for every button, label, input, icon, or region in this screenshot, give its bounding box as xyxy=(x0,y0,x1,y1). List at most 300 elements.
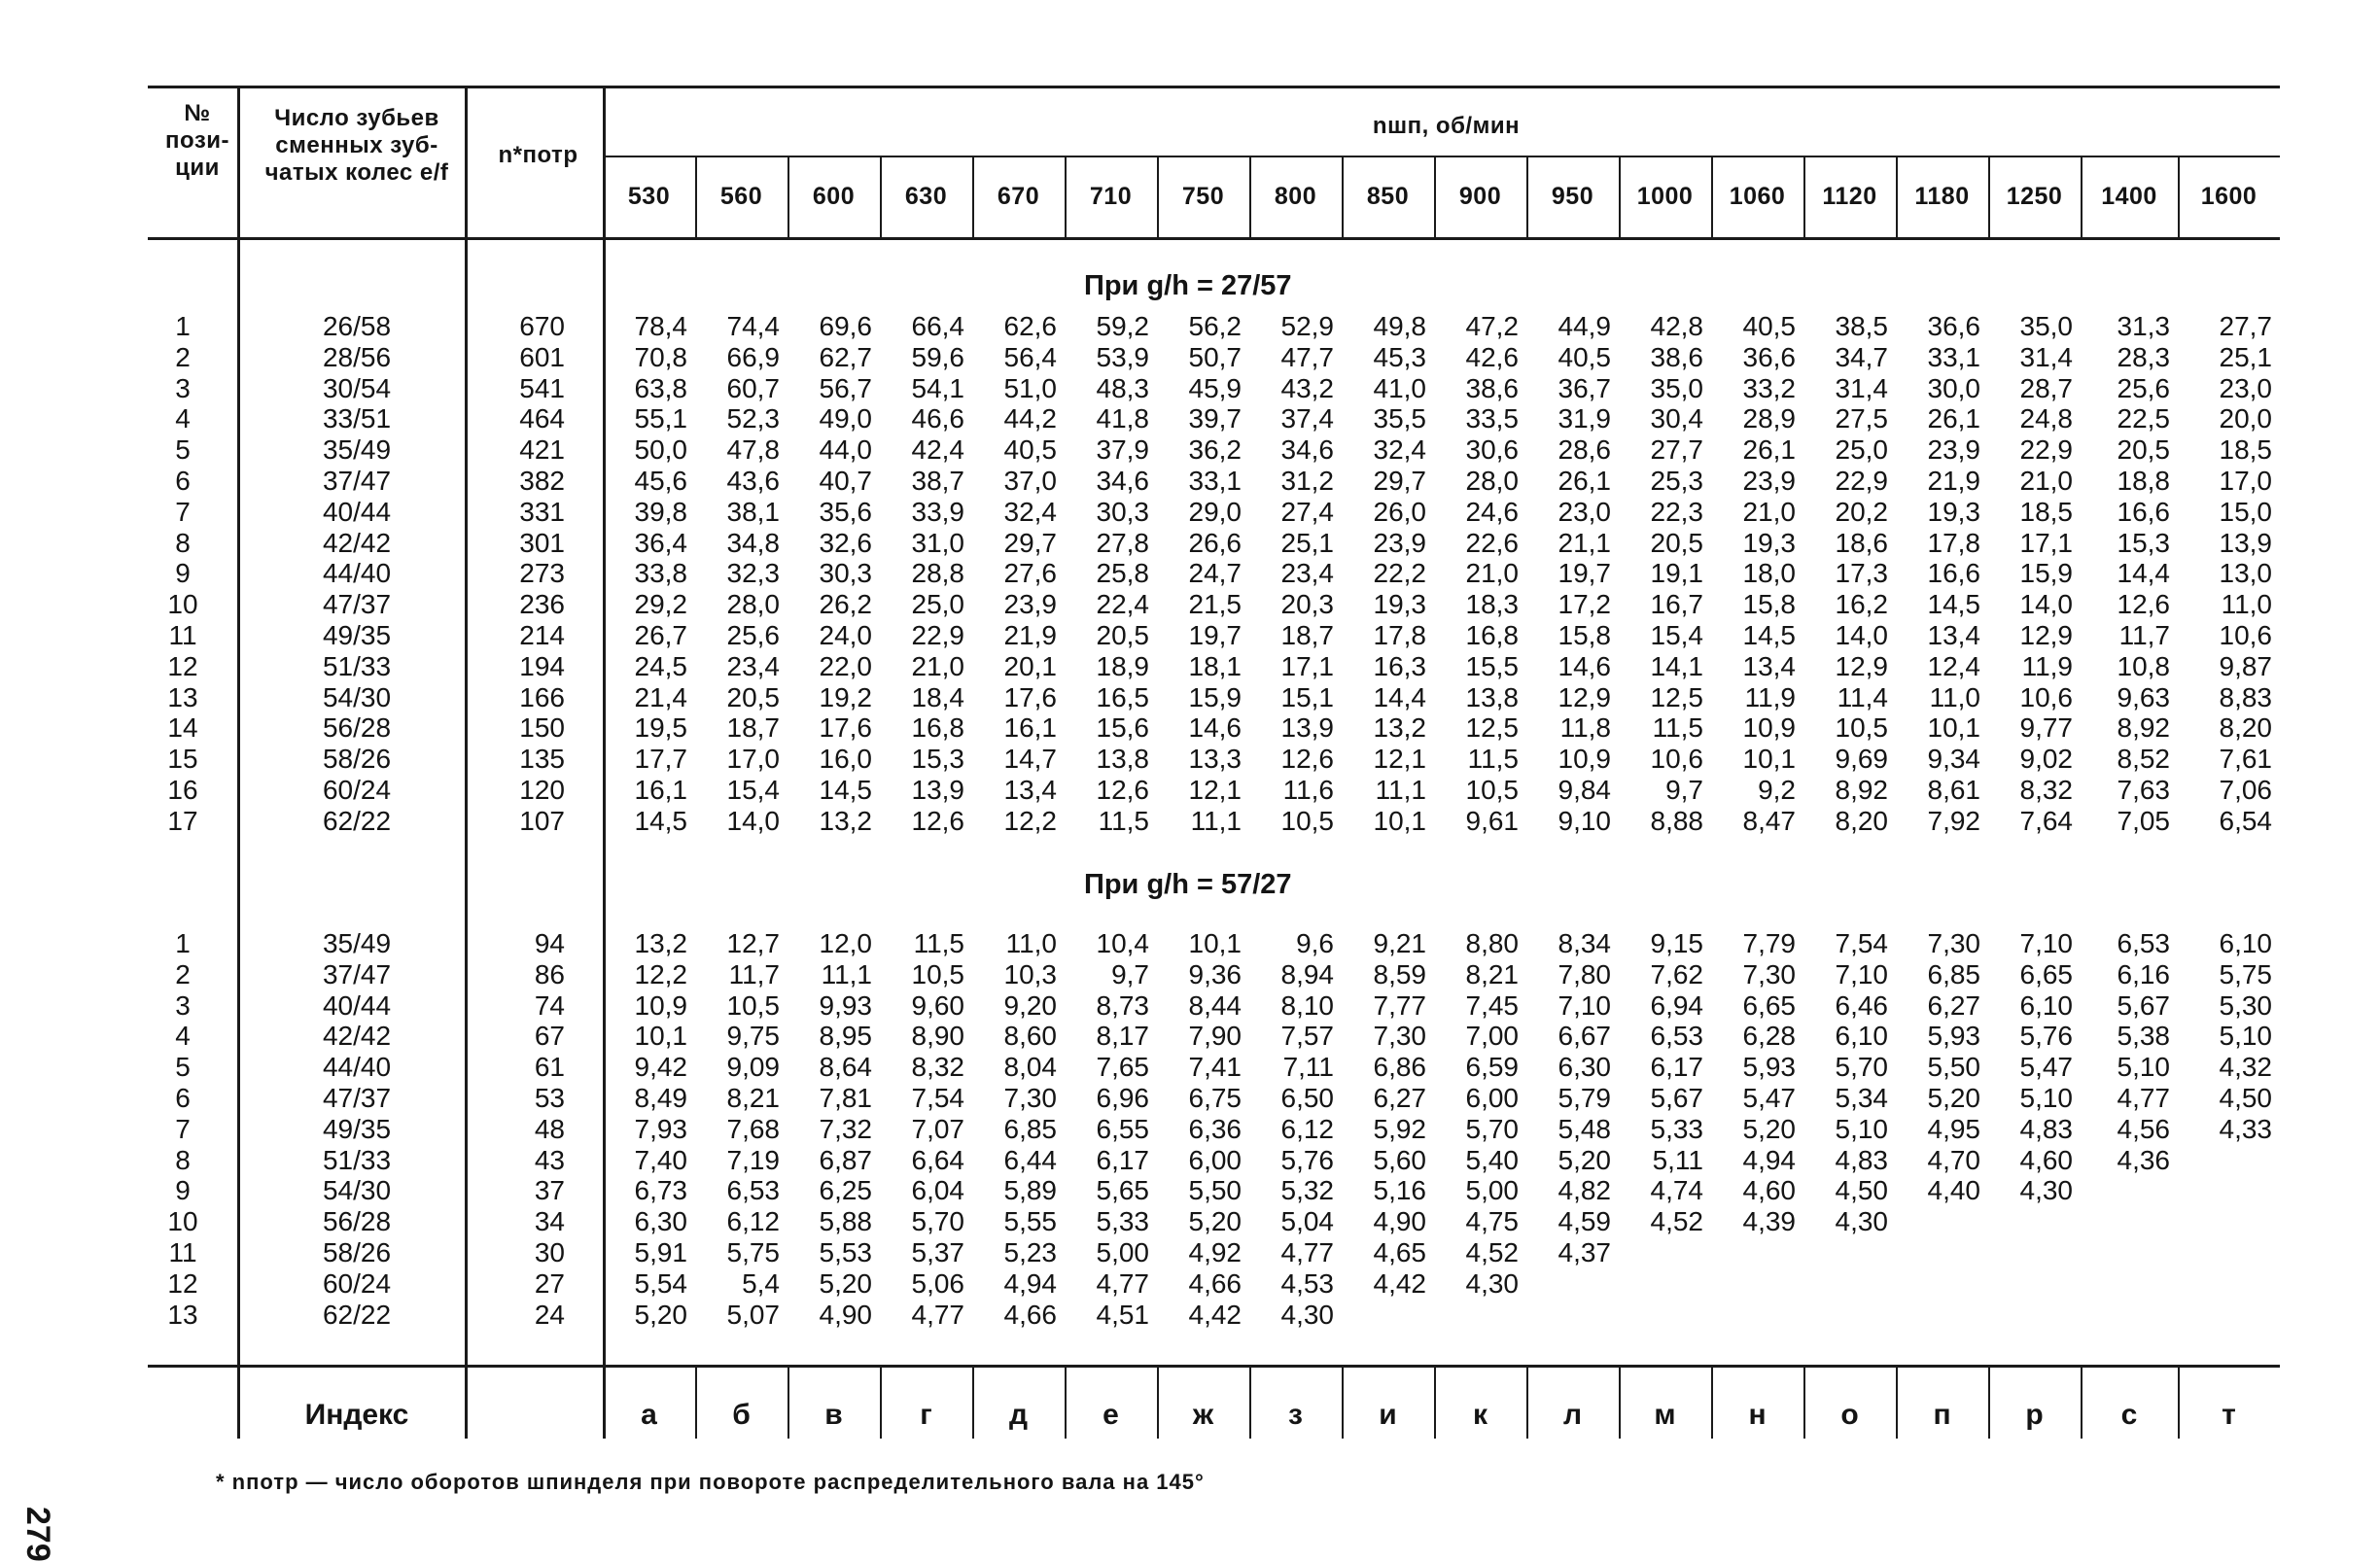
table-cell: 24,0 xyxy=(819,620,872,650)
table-cell: 29,7 xyxy=(1003,527,1057,558)
row-npotr: 194 xyxy=(519,650,565,681)
table-cell: 24,8 xyxy=(2019,403,2073,434)
table-cell: 8,32 xyxy=(911,1052,964,1083)
table-cell: 5,07 xyxy=(726,1299,780,1330)
table-cell: 36,7 xyxy=(1558,372,1611,403)
table-cell: 40,5 xyxy=(1558,341,1611,372)
row-teeth: 47/37 xyxy=(322,589,392,620)
index-letter: а xyxy=(641,1399,657,1431)
table-cell: 10,1 xyxy=(1373,805,1426,836)
table-cell: 45,9 xyxy=(1188,372,1242,403)
table-cell: 12,9 xyxy=(2019,620,2073,650)
table-cell: 23,9 xyxy=(1927,434,1980,466)
table-cell: 5,60 xyxy=(1373,1144,1426,1175)
table-cell: 4,50 xyxy=(2219,1083,2272,1113)
table-cell: 4,94 xyxy=(1003,1267,1057,1299)
row-position: 7 xyxy=(175,496,191,527)
table-cell: 20,5 xyxy=(1650,527,1703,558)
table-cell: 8,44 xyxy=(1188,989,1242,1021)
table-cell: 5,70 xyxy=(1465,1113,1519,1144)
row-teeth: 35/49 xyxy=(322,434,392,466)
table-cell: 16,6 xyxy=(1927,558,1980,589)
table-cell: 14,4 xyxy=(2117,558,2170,589)
row-teeth: 60/24 xyxy=(322,775,392,805)
table-cell: 13,4 xyxy=(1003,775,1057,805)
index-letter: с xyxy=(2120,1399,2138,1431)
table-cell: 6,46 xyxy=(1835,989,1888,1021)
table-cell: 22,4 xyxy=(1096,589,1149,620)
table-cell: 23,9 xyxy=(1373,527,1426,558)
row-npotr: 61 xyxy=(534,1052,565,1083)
table-cell: 6,04 xyxy=(911,1175,964,1206)
table-cell: 7,77 xyxy=(1373,989,1426,1021)
table-cell: 13,8 xyxy=(1096,744,1149,775)
table-cell: 27,8 xyxy=(1096,527,1149,558)
table-cell: 5,76 xyxy=(2019,1021,2073,1052)
index-letter: б xyxy=(732,1399,751,1431)
table-cell: 11,5 xyxy=(1652,712,1703,744)
speed-col-divider xyxy=(972,156,974,237)
row-teeth: 44/40 xyxy=(322,558,392,589)
table-cell: 12,4 xyxy=(1927,650,1980,681)
table-cell: 6,64 xyxy=(911,1144,964,1175)
table-cell: 5,33 xyxy=(1650,1113,1703,1144)
table-cell: 5,76 xyxy=(1280,1144,1334,1175)
table-cell: 50,7 xyxy=(1188,341,1242,372)
table-cell: 8,83 xyxy=(2219,681,2272,712)
table-cell: 13,0 xyxy=(2219,558,2272,589)
row-position: 6 xyxy=(175,1083,191,1113)
row-npotr: 541 xyxy=(519,372,565,403)
table-cell: 14,5 xyxy=(1742,620,1796,650)
table-cell: 28,0 xyxy=(726,589,780,620)
table-cell: 4,75 xyxy=(1465,1206,1519,1237)
table-cell: 7,80 xyxy=(1558,958,1611,989)
speed-header-cell: 800 xyxy=(1274,183,1317,210)
table-cell: 6,54 xyxy=(2219,805,2272,836)
index-letter: л xyxy=(1562,1399,1583,1431)
table-cell: 16,2 xyxy=(1835,589,1888,620)
table-cell: 7,93 xyxy=(634,1113,687,1144)
table-cell: 6,30 xyxy=(634,1206,687,1237)
row-teeth: 37/47 xyxy=(322,958,392,989)
table-cell: 4,77 xyxy=(1096,1267,1149,1299)
table-cell: 48,3 xyxy=(1096,372,1149,403)
table-cell: 5,20 xyxy=(634,1299,687,1330)
col-divider-position xyxy=(237,86,240,1439)
row-teeth: 56/28 xyxy=(322,1206,392,1237)
table-cell: 25,0 xyxy=(1835,434,1888,466)
table-cell: 6,96 xyxy=(1096,1083,1149,1113)
table-cell: 62,6 xyxy=(1003,311,1057,341)
row-npotr: 37 xyxy=(534,1175,565,1206)
table-cell: 4,77 xyxy=(911,1299,964,1330)
index-col-divider xyxy=(1157,1365,1159,1439)
row-npotr: 135 xyxy=(519,744,565,775)
table-cell: 46,6 xyxy=(911,403,964,434)
table-cell: 9,21 xyxy=(1373,928,1426,958)
table-cell: 35,6 xyxy=(819,496,872,527)
row-position: 10 xyxy=(167,589,198,620)
table-cell: 19,5 xyxy=(634,712,687,744)
table-cell: 9,84 xyxy=(1558,775,1611,805)
row-position: 7 xyxy=(175,1113,191,1144)
row-npotr: 67 xyxy=(534,1021,565,1052)
table-cell: 17,1 xyxy=(1280,650,1334,681)
speed-col-divider xyxy=(1803,156,1805,237)
speed-header-cell: 1250 xyxy=(2006,183,2063,210)
index-col-divider xyxy=(788,1365,789,1439)
table-cell: 5,10 xyxy=(1835,1113,1888,1144)
table-cell: 14,6 xyxy=(1188,712,1242,744)
table-cell: 7,63 xyxy=(2117,775,2170,805)
table-cell: 5,4 xyxy=(742,1267,780,1299)
speed-header-cell: 850 xyxy=(1366,183,1410,210)
index-col-divider xyxy=(1249,1365,1251,1439)
table-cell: 16,6 xyxy=(2117,496,2170,527)
speed-col-divider xyxy=(1157,156,1159,237)
table-cell: 25,1 xyxy=(1280,527,1334,558)
table-cell: 23,0 xyxy=(2219,372,2272,403)
table-cell: 38,6 xyxy=(1650,341,1703,372)
table-cell: 12,9 xyxy=(1558,681,1611,712)
table-cell: 26,2 xyxy=(819,589,872,620)
row-position: 14 xyxy=(167,712,198,744)
table-cell: 15,4 xyxy=(726,775,780,805)
row-teeth: 37/47 xyxy=(322,466,392,496)
table-cell: 5,20 xyxy=(1927,1083,1980,1113)
table-cell: 12,2 xyxy=(1003,805,1057,836)
table-cell: 62,7 xyxy=(819,341,872,372)
table-cell: 22,0 xyxy=(819,650,872,681)
table-cell: 28,6 xyxy=(1558,434,1611,466)
table-cell: 7,30 xyxy=(1927,928,1980,958)
row-position: 13 xyxy=(167,681,198,712)
table-cell: 39,8 xyxy=(634,496,687,527)
table-cell: 5,11 xyxy=(1652,1144,1703,1175)
table-cell: 4,30 xyxy=(1835,1206,1888,1237)
table-cell: 17,0 xyxy=(2219,466,2272,496)
table-cell: 44,2 xyxy=(1003,403,1057,434)
table-cell: 14,5 xyxy=(819,775,872,805)
table-cell: 6,00 xyxy=(1465,1083,1519,1113)
table-cell: 14,6 xyxy=(1558,650,1611,681)
row-teeth: 58/26 xyxy=(322,1237,392,1267)
table-cell: 14,0 xyxy=(1835,620,1888,650)
table-cell: 20,5 xyxy=(1096,620,1149,650)
table-cell: 21,0 xyxy=(1465,558,1519,589)
table-cell: 5,75 xyxy=(2219,958,2272,989)
row-npotr: 236 xyxy=(519,589,565,620)
table-cell: 17,6 xyxy=(819,712,872,744)
table-cell: 6,87 xyxy=(819,1144,872,1175)
row-teeth: 33/51 xyxy=(322,403,392,434)
table-cell: 15,5 xyxy=(1465,650,1519,681)
table-cell: 11,1 xyxy=(1375,775,1426,805)
table-cell: 10,5 xyxy=(1835,712,1888,744)
table-cell: 6,27 xyxy=(1927,989,1980,1021)
row-npotr: 273 xyxy=(519,558,565,589)
index-letter: м xyxy=(1654,1399,1676,1431)
row-npotr: 24 xyxy=(534,1299,565,1330)
table-cell: 5,40 xyxy=(1465,1144,1519,1175)
table-cell: 20,5 xyxy=(726,681,780,712)
table-cell: 13,2 xyxy=(1373,712,1426,744)
speed-header-cell: 630 xyxy=(904,183,948,210)
row-teeth: 49/35 xyxy=(322,620,392,650)
table-cell: 26,1 xyxy=(1742,434,1796,466)
table-cell: 8,60 xyxy=(1003,1021,1057,1052)
speed-col-divider xyxy=(1434,156,1436,237)
table-cell: 10,6 xyxy=(1650,744,1703,775)
table-cell: 11,0 xyxy=(2221,589,2272,620)
table-cell: 14,1 xyxy=(1650,650,1703,681)
table-cell: 8,10 xyxy=(1280,989,1334,1021)
speed-col-divider xyxy=(2081,156,2082,237)
table-cell: 32,6 xyxy=(819,527,872,558)
row-teeth: 44/40 xyxy=(322,1052,392,1083)
table-cell: 4,95 xyxy=(1927,1113,1980,1144)
table-cell: 12,6 xyxy=(1280,744,1334,775)
table-cell: 5,53 xyxy=(819,1237,872,1267)
speed-header-cell: 1000 xyxy=(1636,183,1694,210)
table-cell: 9,15 xyxy=(1650,928,1703,958)
table-cell: 8,95 xyxy=(819,1021,872,1052)
index-letter: з xyxy=(1288,1399,1303,1431)
table-cell: 32,3 xyxy=(726,558,780,589)
table-cell: 40,7 xyxy=(819,466,872,496)
table-cell: 7,65 xyxy=(1096,1052,1149,1083)
table-cell: 10,5 xyxy=(1465,775,1519,805)
table-cell: 5,37 xyxy=(911,1237,964,1267)
row-teeth: 28/56 xyxy=(322,341,392,372)
table-cell: 5,38 xyxy=(2117,1021,2170,1052)
table-cell: 12,6 xyxy=(911,805,964,836)
table-cell: 8,20 xyxy=(1835,805,1888,836)
table-cell: 7,07 xyxy=(911,1113,964,1144)
section2-title: При g/h = 57/27 xyxy=(1084,869,1292,900)
table-cell: 21,0 xyxy=(1742,496,1796,527)
table-cell: 28,9 xyxy=(1742,403,1796,434)
table-cell: 4,66 xyxy=(1003,1299,1057,1330)
speed-col-divider xyxy=(695,156,697,237)
row-npotr: 74 xyxy=(534,989,565,1021)
table-cell: 28,8 xyxy=(911,558,964,589)
index-label: Индекс xyxy=(304,1399,409,1431)
row-npotr: 86 xyxy=(534,958,565,989)
table-cell: 8,88 xyxy=(1650,805,1703,836)
table-cell: 7,30 xyxy=(1003,1083,1057,1113)
index-col-divider xyxy=(972,1365,974,1439)
table-cell: 17,7 xyxy=(634,744,687,775)
table-cell: 8,49 xyxy=(634,1083,687,1113)
table-cell: 7,54 xyxy=(911,1083,964,1113)
table-cell: 22,9 xyxy=(911,620,964,650)
row-npotr: 53 xyxy=(534,1083,565,1113)
table-cell: 10,5 xyxy=(911,958,964,989)
speed-col-divider xyxy=(1342,156,1344,237)
table-cell: 47,7 xyxy=(1280,341,1334,372)
table-cell: 4,52 xyxy=(1465,1237,1519,1267)
table-cell: 22,9 xyxy=(2019,434,2073,466)
table-cell: 5,30 xyxy=(2219,989,2272,1021)
table-cell: 23,9 xyxy=(1742,466,1796,496)
col-divider-teeth xyxy=(465,86,468,1439)
table-cell: 27,7 xyxy=(2219,311,2272,341)
table-cell: 25,6 xyxy=(2117,372,2170,403)
header-position xyxy=(154,97,241,185)
table-cell: 16,8 xyxy=(911,712,964,744)
table-cell: 4,83 xyxy=(2019,1113,2073,1144)
table-cell: 6,65 xyxy=(1742,989,1796,1021)
row-teeth: 62/22 xyxy=(322,1299,392,1330)
speed-col-divider xyxy=(1711,156,1713,237)
table-cell: 17,2 xyxy=(1558,589,1611,620)
table-cell: 7,90 xyxy=(1188,1021,1242,1052)
table-cell: 36,6 xyxy=(1927,311,1980,341)
row-teeth: 42/42 xyxy=(322,1021,392,1052)
table-cell: 41,8 xyxy=(1096,403,1149,434)
table-cell: 33,9 xyxy=(911,496,964,527)
row-position: 6 xyxy=(175,466,191,496)
table-cell: 11,5 xyxy=(1098,805,1149,836)
table-cell: 7,79 xyxy=(1742,928,1796,958)
table-cell: 6,86 xyxy=(1373,1052,1426,1083)
table-cell: 5,65 xyxy=(1096,1175,1149,1206)
row-position: 13 xyxy=(167,1299,198,1330)
table-cell: 31,0 xyxy=(911,527,964,558)
table-cell: 5,50 xyxy=(1927,1052,1980,1083)
table-cell: 7,30 xyxy=(1742,958,1796,989)
table-cell: 9,7 xyxy=(1665,775,1703,805)
table-cell: 31,9 xyxy=(1558,403,1611,434)
table-cell: 11,9 xyxy=(2021,650,2073,681)
table-cell: 15,0 xyxy=(2219,496,2272,527)
table-cell: 5,89 xyxy=(1003,1175,1057,1206)
table-cell: 27,4 xyxy=(1280,496,1334,527)
table-cell: 32,4 xyxy=(1373,434,1426,466)
table-cell: 8,73 xyxy=(1096,989,1149,1021)
table-cell: 9,42 xyxy=(634,1052,687,1083)
table-cell: 8,90 xyxy=(911,1021,964,1052)
table-cell: 20,0 xyxy=(2219,403,2272,434)
table-cell: 6,27 xyxy=(1373,1083,1426,1113)
table-cell: 5,33 xyxy=(1096,1206,1149,1237)
table-cell: 17,6 xyxy=(1003,681,1057,712)
table-cell: 4,39 xyxy=(1742,1206,1796,1237)
table-cell: 78,4 xyxy=(634,311,687,341)
table-cell: 4,92 xyxy=(1188,1237,1242,1267)
table-cell: 16,3 xyxy=(1373,650,1426,681)
table-cell: 35,5 xyxy=(1373,403,1426,434)
table-cell: 9,09 xyxy=(726,1052,780,1083)
table-cell: 5,06 xyxy=(911,1267,964,1299)
table-cell: 6,59 xyxy=(1465,1052,1519,1083)
table-cell: 13,2 xyxy=(634,928,687,958)
table-cell: 33,2 xyxy=(1742,372,1796,403)
table-cell: 28,7 xyxy=(2019,372,2073,403)
table-cell: 8,21 xyxy=(726,1083,780,1113)
speed-header-cell: 750 xyxy=(1181,183,1225,210)
table-cell: 5,67 xyxy=(2117,989,2170,1021)
table-cell: 44,0 xyxy=(819,434,872,466)
table-cell: 40,5 xyxy=(1003,434,1057,466)
speed-header-cell: 710 xyxy=(1089,183,1133,210)
table-cell: 8,17 xyxy=(1096,1021,1149,1052)
row-teeth: 42/42 xyxy=(322,527,392,558)
index-letter: г xyxy=(920,1399,932,1431)
table-cell: 9,7 xyxy=(1111,958,1149,989)
table-cell: 8,59 xyxy=(1373,958,1426,989)
table-cell: 30,3 xyxy=(819,558,872,589)
table-cell: 6,85 xyxy=(1003,1113,1057,1144)
row-position: 3 xyxy=(175,372,191,403)
table-cell: 13,9 xyxy=(911,775,964,805)
table-cell: 7,40 xyxy=(634,1144,687,1175)
row-position: 2 xyxy=(175,341,191,372)
table-cell: 38,5 xyxy=(1835,311,1888,341)
table-cell: 56,2 xyxy=(1188,311,1242,341)
table-cell: 20,5 xyxy=(2117,434,2170,466)
index-letter: о xyxy=(1840,1399,1859,1431)
table-cell: 11,7 xyxy=(2118,620,2170,650)
header-npotr-label: n*потр xyxy=(498,142,578,168)
table-cell: 10,9 xyxy=(634,989,687,1021)
row-position: 5 xyxy=(175,434,191,466)
speed-col-divider xyxy=(1619,156,1621,237)
table-cell: 21,5 xyxy=(1188,589,1242,620)
table-cell: 13,9 xyxy=(1280,712,1334,744)
table-cell: 6,94 xyxy=(1650,989,1703,1021)
index-letter: р xyxy=(2025,1399,2044,1431)
row-teeth: 51/33 xyxy=(322,1144,392,1175)
index-col-divider xyxy=(1065,1365,1067,1439)
index-col-divider xyxy=(2178,1365,2180,1439)
table-cell: 8,20 xyxy=(2219,712,2272,744)
table-cell: 21,0 xyxy=(2019,466,2073,496)
row-teeth: 40/44 xyxy=(322,989,392,1021)
row-npotr: 107 xyxy=(519,805,565,836)
table-cell: 15,9 xyxy=(2019,558,2073,589)
table-cell: 23,9 xyxy=(1003,589,1057,620)
table-cell: 11,0 xyxy=(1005,928,1057,958)
speed-col-divider xyxy=(788,156,789,237)
table-cell: 26,1 xyxy=(1558,466,1611,496)
table-cell: 66,9 xyxy=(726,341,780,372)
table-cell: 5,23 xyxy=(1003,1237,1057,1267)
table-cell: 35,0 xyxy=(1650,372,1703,403)
table-cell: 19,3 xyxy=(1742,527,1796,558)
table-cell: 9,75 xyxy=(726,1021,780,1052)
table-cell: 9,02 xyxy=(2019,744,2073,775)
table-cell: 22,3 xyxy=(1650,496,1703,527)
table-cell: 10,9 xyxy=(1558,744,1611,775)
table-cell: 11,1 xyxy=(1190,805,1242,836)
table-cell: 16,7 xyxy=(1650,589,1703,620)
table-cell: 7,06 xyxy=(2219,775,2272,805)
table-cell: 9,61 xyxy=(1465,805,1519,836)
table-cell: 13,8 xyxy=(1465,681,1519,712)
table-cell: 6,55 xyxy=(1096,1113,1149,1144)
table-cell: 5,50 xyxy=(1188,1175,1242,1206)
table-cell: 11,4 xyxy=(1837,681,1888,712)
table-cell: 18,6 xyxy=(1835,527,1888,558)
table-cell: 8,34 xyxy=(1558,928,1611,958)
table-cell: 15,8 xyxy=(1742,589,1796,620)
speed-col-divider xyxy=(1249,156,1251,237)
table-cell: 12,5 xyxy=(1465,712,1519,744)
row-npotr: 94 xyxy=(534,928,565,958)
